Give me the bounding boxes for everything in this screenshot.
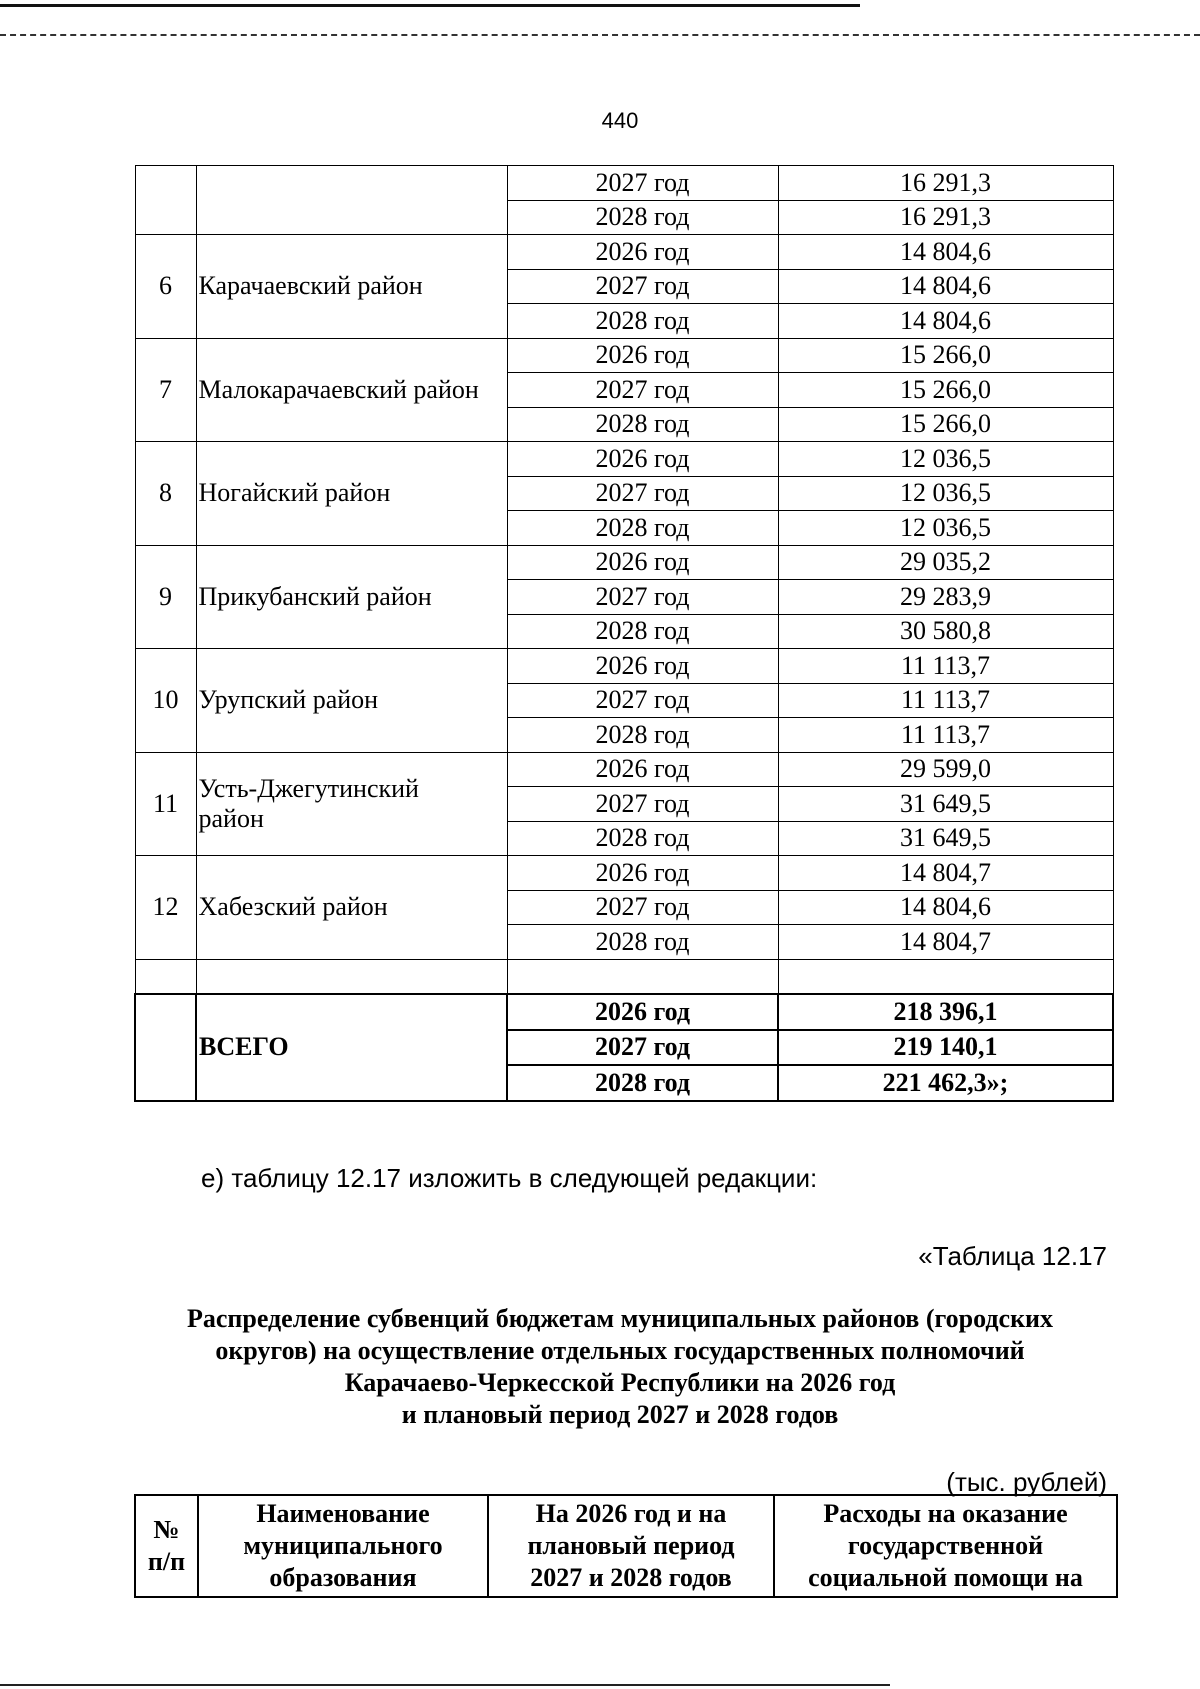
municipality-name: Ногайский район bbox=[196, 442, 507, 546]
table-reference: «Таблица 12.17 bbox=[918, 1241, 1107, 1271]
year-cell: 2027 год bbox=[507, 580, 778, 615]
year-cell: 2028 год bbox=[507, 925, 778, 960]
table-row bbox=[135, 752, 1113, 787]
table-row bbox=[135, 235, 1113, 270]
amendment-paragraph: е) таблицу 12.17 изложить в следующей редакции: bbox=[201, 1163, 818, 1193]
total-year-cell: 2028 год bbox=[507, 1065, 778, 1101]
amount-cell: 30 580,8 bbox=[778, 614, 1113, 649]
amount-cell: 14 804,7 bbox=[778, 925, 1113, 960]
amount-cell: 11 113,7 bbox=[778, 718, 1113, 753]
year-cell: 2028 год bbox=[507, 511, 778, 546]
table-row bbox=[135, 442, 1113, 477]
amount-cell: 14 804,6 bbox=[778, 890, 1113, 925]
row-number: 11 bbox=[135, 752, 196, 856]
amount-cell: 11 113,7 bbox=[778, 649, 1113, 684]
year-cell: 2028 год bbox=[507, 407, 778, 442]
amount-cell: 29 035,2 bbox=[778, 545, 1113, 580]
empty-cell bbox=[778, 959, 1113, 994]
amount-cell: 12 036,5 bbox=[778, 476, 1113, 511]
row-number bbox=[135, 166, 196, 235]
amount-cell: 29 283,9 bbox=[778, 580, 1113, 615]
amount-cell: 14 804,6 bbox=[778, 304, 1113, 339]
amount-cell: 12 036,5 bbox=[778, 442, 1113, 477]
table-row bbox=[135, 649, 1113, 684]
table-title bbox=[120, 1303, 1120, 1431]
year-cell: 2026 год bbox=[507, 752, 778, 787]
amount-cell: 16 291,3 bbox=[778, 166, 1113, 201]
year-cell: 2027 год bbox=[507, 683, 778, 718]
year-cell: 2027 год bbox=[507, 269, 778, 304]
municipality-name: Урупский район bbox=[196, 649, 507, 753]
empty-cell bbox=[507, 959, 778, 994]
amount-cell: 31 649,5 bbox=[778, 821, 1113, 856]
header-plan-period: На 2026 год и на плановый период 2027 и 2028 годов bbox=[488, 1495, 774, 1597]
table-title-line: округов) на осуществление отдельных государственных полномочий bbox=[215, 1336, 1025, 1365]
row-number: 8 bbox=[135, 442, 196, 546]
row-number: 10 bbox=[135, 649, 196, 753]
amount-cell: 12 036,5 bbox=[778, 511, 1113, 546]
year-cell: 2028 год bbox=[507, 614, 778, 649]
municipality-name: Малокарачаевский район bbox=[196, 338, 507, 442]
empty-cell bbox=[196, 959, 507, 994]
header-no: № п/п bbox=[135, 1495, 198, 1597]
year-cell: 2028 год bbox=[507, 821, 778, 856]
municipality-name: Хабезский район bbox=[196, 856, 507, 960]
municipality-name: Прикубанский район bbox=[196, 545, 507, 649]
year-cell: 2028 год bbox=[507, 304, 778, 339]
total-year-cell: 2026 год bbox=[507, 994, 778, 1030]
total-amount-cell: 218 396,1 bbox=[778, 994, 1113, 1030]
header-expenses: Расходы на оказание государственной социальной помощи на bbox=[774, 1495, 1117, 1597]
row-number: 12 bbox=[135, 856, 196, 960]
row-number: 6 bbox=[135, 235, 196, 339]
bottom-rule bbox=[0, 1684, 890, 1686]
year-cell: 2028 год bbox=[507, 200, 778, 235]
amount-cell: 14 804,6 bbox=[778, 235, 1113, 270]
year-cell: 2027 год bbox=[507, 373, 778, 408]
year-cell: 2028 год bbox=[507, 718, 778, 753]
year-cell: 2027 год bbox=[507, 476, 778, 511]
subvention-table-continued bbox=[134, 165, 1114, 1102]
municipality-name bbox=[196, 166, 507, 235]
year-cell: 2026 год bbox=[507, 545, 778, 580]
table-row bbox=[135, 166, 1113, 201]
total-amount-cell: 221 462,3»; bbox=[778, 1065, 1113, 1101]
top-rule bbox=[0, 4, 860, 7]
year-cell: 2027 год bbox=[507, 890, 778, 925]
year-cell: 2026 год bbox=[507, 442, 778, 477]
table-title-line: Распределение субвенций бюджетам муниципальных районов (городских bbox=[186, 1304, 1054, 1333]
amount-cell: 29 599,0 bbox=[778, 752, 1113, 787]
table-row bbox=[135, 545, 1113, 580]
year-cell: 2026 год bbox=[507, 235, 778, 270]
total-label: ВСЕГО bbox=[196, 994, 507, 1101]
amount-cell: 31 649,5 bbox=[778, 787, 1113, 822]
amount-cell: 15 266,0 bbox=[778, 373, 1113, 408]
table-row bbox=[135, 338, 1113, 373]
total-number-cell bbox=[135, 994, 196, 1101]
amount-cell: 15 266,0 bbox=[778, 407, 1113, 442]
table-title-line: и плановый период 2027 и 2028 годов bbox=[401, 1400, 839, 1429]
total-year-cell: 2027 год bbox=[507, 1030, 778, 1066]
year-cell: 2026 год bbox=[507, 338, 778, 373]
spacer-row bbox=[135, 959, 1113, 994]
amount-cell: 16 291,3 bbox=[778, 200, 1113, 235]
year-cell: 2026 год bbox=[507, 649, 778, 684]
row-number: 7 bbox=[135, 338, 196, 442]
table-row bbox=[135, 856, 1113, 891]
empty-cell bbox=[135, 959, 196, 994]
amount-cell: 14 804,6 bbox=[778, 269, 1113, 304]
header-municipality: Наименование муниципального образования bbox=[198, 1495, 488, 1597]
row-number: 9 bbox=[135, 545, 196, 649]
table-12-17-header bbox=[134, 1494, 1118, 1598]
municipality-name: Усть-Джегутинский район bbox=[196, 752, 507, 856]
amount-cell: 15 266,0 bbox=[778, 338, 1113, 373]
total-row bbox=[135, 994, 1113, 1030]
year-cell: 2027 год bbox=[507, 787, 778, 822]
amount-cell: 11 113,7 bbox=[778, 683, 1113, 718]
header-row bbox=[135, 1495, 1117, 1597]
year-cell: 2026 год bbox=[507, 856, 778, 891]
table-title-line: Карачаево-Черкесской Республики на 2026 год bbox=[344, 1368, 896, 1397]
total-amount-cell: 219 140,1 bbox=[778, 1030, 1113, 1066]
top-dashed-rule bbox=[0, 34, 1200, 36]
year-cell: 2027 год bbox=[507, 166, 778, 201]
unit-label: (тыс. рублей) bbox=[946, 1467, 1107, 1497]
municipality-name: Карачаевский район bbox=[196, 235, 507, 339]
page-number: 440 bbox=[601, 108, 639, 133]
amount-cell: 14 804,7 bbox=[778, 856, 1113, 891]
